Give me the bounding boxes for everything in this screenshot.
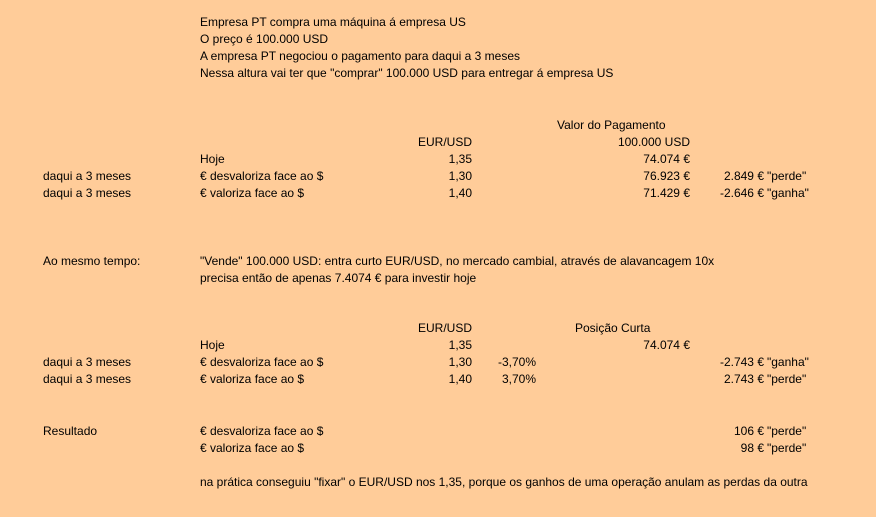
header-eur-usd[interactable]: EUR/USD [417,321,472,335]
t1-row-label[interactable]: € desvaloriza face ao $ [200,169,324,183]
header-eur-usd[interactable]: EUR/USD [417,135,472,149]
resultado-label[interactable]: Resultado [43,424,98,438]
result-row-label[interactable]: € desvaloriza face ao $ [200,424,324,438]
t2-row-label[interactable]: € valoriza face ao $ [200,372,305,386]
intro-line-2[interactable]: O preço é 100.000 USD [200,32,329,46]
t2-row-label[interactable]: € desvaloriza face ao $ [200,355,324,369]
intro-line-3[interactable]: A empresa PT negociou o pagamento para daqui a 3 meses [200,49,520,63]
t2-row-pct[interactable]: -3,70% [497,355,536,369]
t2-row-diff[interactable]: 2.743 € [723,372,764,386]
t1-row-label[interactable]: Hoje [200,152,225,166]
t1-row-diff[interactable]: 2.849 € [723,169,764,183]
conclusion-text[interactable]: na prática conseguiu "fixar" o EUR/USD nos 1,35, porque os ganhos de uma operação anulam as perdas da outra [200,475,808,489]
t1-row-rate[interactable]: 1,40 [448,186,472,200]
result-row-diff[interactable]: 106 € [733,424,764,438]
result-row-note[interactable]: "perde" [767,424,807,438]
t1-row-label[interactable]: € valoriza face ao $ [200,186,305,200]
t2-row-period[interactable]: daqui a 3 meses [43,355,132,369]
intro-line-1[interactable]: Empresa PT compra uma máquina á empresa US [200,15,466,29]
result-row-note[interactable]: "perde" [767,441,807,455]
t1-row-rate[interactable]: 1,30 [448,169,472,183]
header-valor-pagamento[interactable]: Valor do Pagamento [557,118,666,132]
result-row-label[interactable]: € valoriza face ao $ [200,441,305,455]
t2-row-note[interactable]: "ganha" [767,355,809,369]
t2-row-note[interactable]: "perde" [767,372,807,386]
t1-row-note[interactable]: "perde" [767,169,807,183]
t2-row-rate[interactable]: 1,35 [448,338,472,352]
t2-row-pct[interactable]: 3,70% [501,372,536,386]
t2-row-diff[interactable]: -2.743 € [719,355,764,369]
investir-hoje-text[interactable]: precisa então de apenas 7.4074 € para investir hoje [200,271,477,285]
t1-row-diff[interactable]: -2.646 € [719,186,764,200]
t2-row-rate[interactable]: 1,30 [448,355,472,369]
t2-row-period[interactable]: daqui a 3 meses [43,372,132,386]
result-row-diff[interactable]: 98 € [740,441,764,455]
ao-mesmo-tempo-label[interactable]: Ao mesmo tempo: [43,254,141,268]
header-posicao-curta[interactable]: Posição Curta [575,321,651,335]
t2-row-value[interactable]: 74.074 € [643,338,690,352]
t1-row-value[interactable]: 76.923 € [643,169,690,183]
t1-row-note[interactable]: "ganha" [767,186,809,200]
t1-row-period[interactable]: daqui a 3 meses [43,186,132,200]
intro-line-4[interactable]: Nessa altura vai ter que "comprar" 100.000 USD para entregar á empresa US [200,66,614,80]
t1-row-period[interactable]: daqui a 3 meses [43,169,132,183]
t2-row-label[interactable]: Hoje [200,338,225,352]
header-usd-amount[interactable]: 100.000 USD [617,135,690,149]
t1-row-rate[interactable]: 1,35 [448,152,472,166]
vende-usd-text[interactable]: "Vende" 100.000 USD: entra curto EUR/USD, no mercado cambial, através de alavancagem 10x [200,254,715,268]
t1-row-value[interactable]: 71.429 € [643,186,690,200]
t1-row-value[interactable]: 74.074 € [643,152,690,166]
t2-row-rate[interactable]: 1,40 [448,372,472,386]
